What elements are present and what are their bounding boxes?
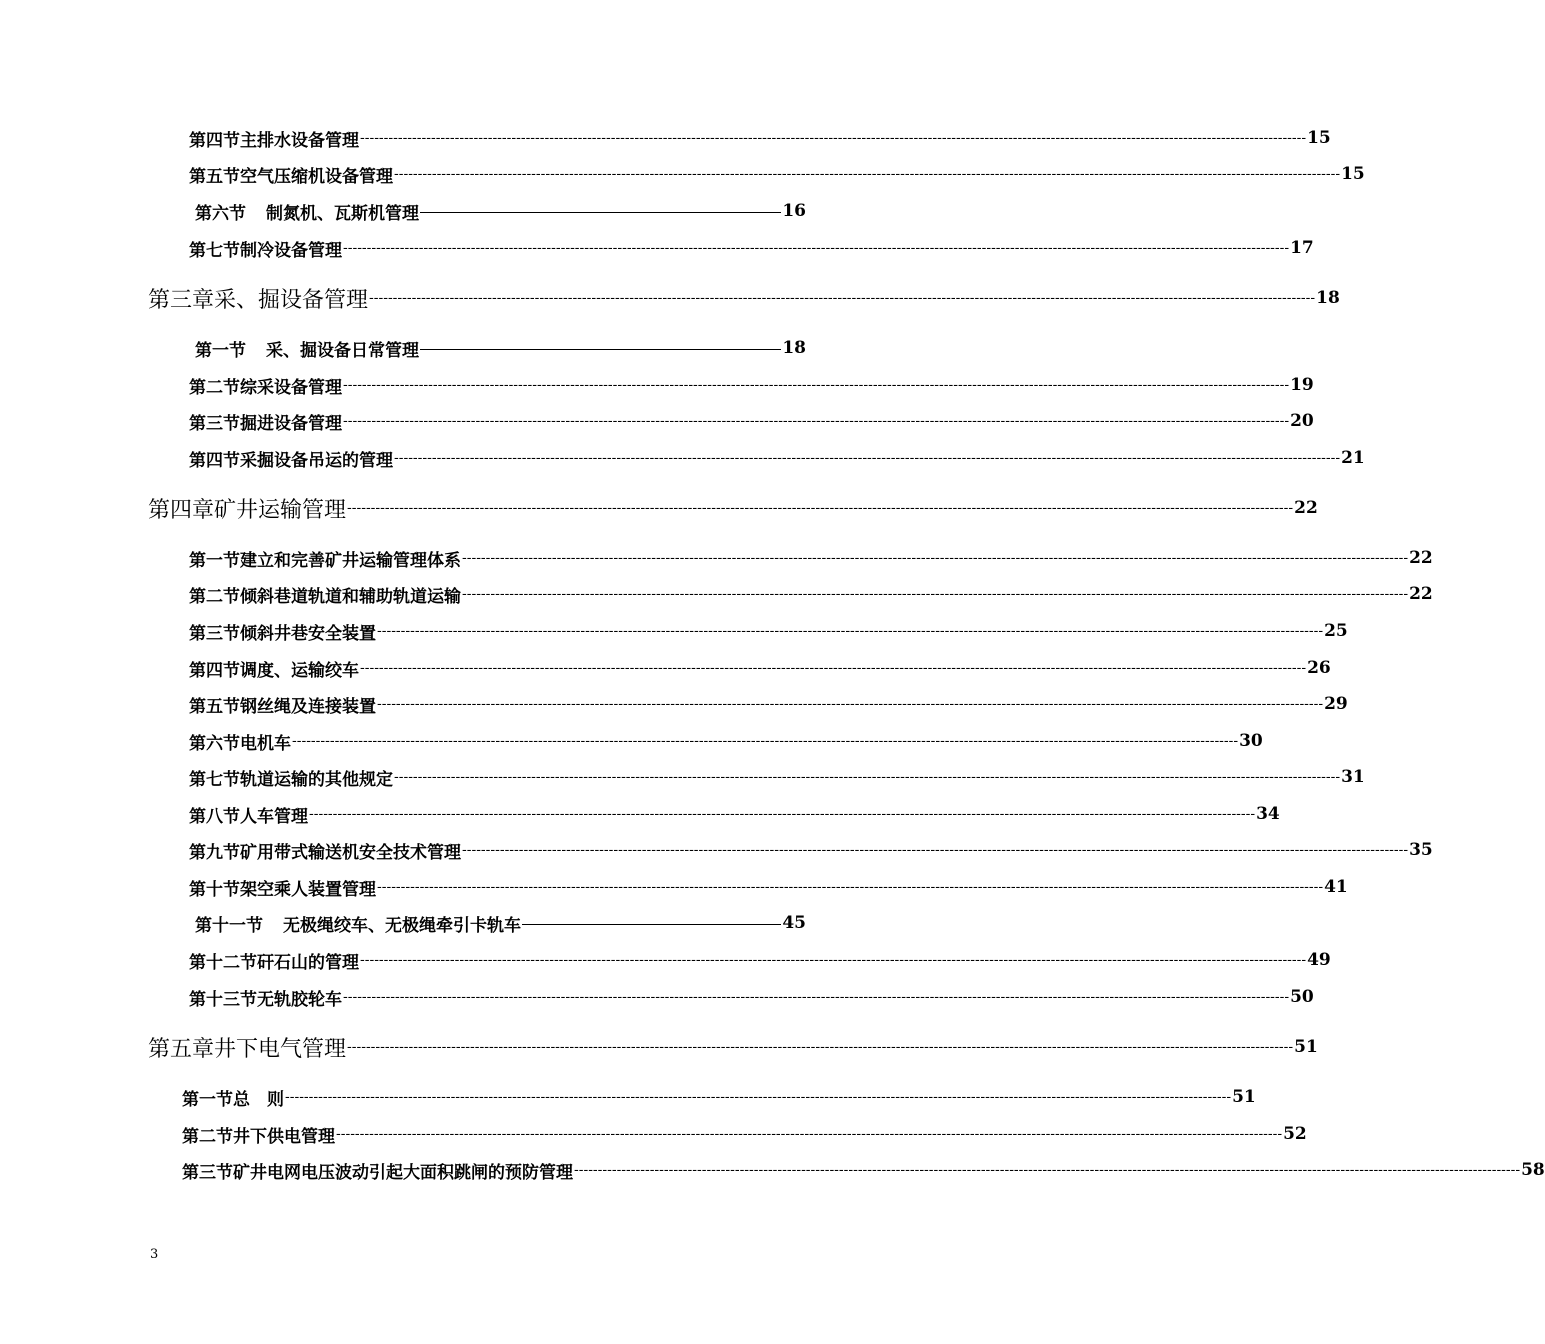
toc-entry-title: 井下电气管理 (214, 1036, 347, 1062)
toc-entry-title: 井下供电管理 (233, 1126, 335, 1147)
toc-leader: -------------------------------------------------------------------------------------------------------------------------------------------------------------------------------------------------------- (377, 879, 1324, 895)
toc-section-entry[interactable] (182, 1083, 1256, 1111)
toc-page-number: 18 (782, 338, 806, 358)
toc-leader (420, 349, 781, 350)
toc-section-entry[interactable] (182, 1120, 1307, 1148)
toc-leader: -------------------------------------------------------------------------------------------------------------------------------------------------------------------------------------------------------- (394, 769, 1341, 785)
toc-leader: -------------------------------------------------------------------------------------------------------------------------------------------------------------------------------------------------------- (462, 586, 1409, 602)
toc-leader: -------------------------------------------------------------------------------------------------------------------------------------------------------------------------------------------------------- (343, 413, 1290, 429)
toc-leader: -------------------------------------------------------------------------------------------------------------------------------------------------------------------------------------------------------- (343, 989, 1290, 1005)
toc-page-number: 20 (1290, 411, 1314, 431)
toc-entry-number: 第四节 (189, 660, 240, 681)
toc-leader: -------------------------------------------------------------------------------------------------------------------------------------------------------------------------------------------------------- (347, 1039, 1294, 1055)
toc-entry-number: 第八节 (189, 806, 240, 827)
toc-section-entry[interactable] (182, 1156, 1545, 1184)
toc-page-number: 18 (1316, 288, 1340, 308)
toc-page-number: 26 (1307, 658, 1331, 678)
toc-page-number: 34 (1256, 804, 1280, 824)
toc-page-number: 31 (1341, 767, 1365, 787)
toc-leader: -------------------------------------------------------------------------------------------------------------------------------------------------------------------------------------------------------- (360, 952, 1307, 968)
toc-entry-number: 第七节 (189, 240, 240, 261)
toc-entry-title: 矿井运输管理 (214, 497, 347, 523)
toc-entry-title: 综采设备管理 (240, 377, 342, 398)
toc-entry-title: 采掘设备吊运的管理 (240, 450, 393, 471)
page-number: 3 (150, 1247, 159, 1262)
toc-entry-number: 第一节 (189, 550, 240, 571)
toc-entry-title: 矸石山的管理 (257, 952, 359, 973)
toc-entry-title: 掘进设备管理 (240, 413, 342, 434)
toc-section-entry[interactable] (189, 983, 1314, 1011)
toc-leader: -------------------------------------------------------------------------------------------------------------------------------------------------------------------------------------------------------- (343, 240, 1290, 256)
toc-leader: -------------------------------------------------------------------------------------------------------------------------------------------------------------------------------------------------------- (360, 130, 1307, 146)
toc-section-entry[interactable] (189, 873, 1348, 901)
toc-page-number: 58 (1521, 1160, 1545, 1180)
toc-entry-title: 矿用带式输送机安全技术管理 (240, 842, 461, 863)
toc-page-number: 30 (1239, 731, 1263, 751)
toc-chapter-entry[interactable] (148, 491, 1318, 525)
toc-section-entry[interactable] (189, 800, 1280, 828)
toc-leader: -------------------------------------------------------------------------------------------------------------------------------------------------------------------------------------------------------- (394, 166, 1341, 182)
toc-entry-title: 空气压缩机设备管理 (240, 166, 393, 187)
toc-entry-number: 第一节 (195, 340, 246, 361)
toc-section-entry[interactable] (189, 371, 1314, 399)
toc-section-entry[interactable] (189, 727, 1263, 755)
toc-page-number: 22 (1294, 498, 1318, 518)
toc-section-entry[interactable] (189, 544, 1433, 572)
toc-entry-number: 第五节 (189, 696, 240, 717)
toc-leader (522, 924, 781, 925)
toc-page-number: 52 (1283, 1124, 1307, 1144)
toc-entry-number: 第二节 (189, 377, 240, 398)
toc-page-number: 35 (1409, 840, 1433, 860)
toc-entry-number: 第四章 (148, 497, 215, 523)
toc-section-entry[interactable] (189, 836, 1433, 864)
toc-leader: -------------------------------------------------------------------------------------------------------------------------------------------------------------------------------------------------------- (377, 623, 1324, 639)
toc-leader: -------------------------------------------------------------------------------------------------------------------------------------------------------------------------------------------------------- (369, 290, 1316, 306)
toc-chapter-entry[interactable] (148, 1030, 1318, 1064)
toc-entry-title: 总 则 (233, 1089, 284, 1110)
toc-entry-title: 矿井电网电压波动引起大面积跳闸的预防管理 (233, 1162, 573, 1183)
toc-entry-number: 第二节 (182, 1126, 233, 1147)
toc-entry-title: 轨道运输的其他规定 (240, 769, 393, 790)
toc-entry-title: 制氮机、瓦斯机管理 (266, 203, 419, 224)
toc-entry-title: 调度、运输绞车 (240, 660, 359, 681)
toc-leader: -------------------------------------------------------------------------------------------------------------------------------------------------------------------------------------------------------- (347, 500, 1294, 516)
toc-page-number: 16 (782, 201, 806, 221)
toc-section-entry[interactable] (189, 690, 1348, 718)
toc-leader: -------------------------------------------------------------------------------------------------------------------------------------------------------------------------------------------------------- (336, 1126, 1283, 1142)
toc-page-number: 25 (1324, 621, 1348, 641)
toc-entry-number: 第三节 (189, 413, 240, 434)
toc-entry-number: 第十节 (189, 879, 240, 900)
toc-entry-title: 人车管理 (240, 806, 308, 827)
toc-section-entry[interactable] (189, 580, 1433, 608)
toc-entry-title: 无极绳绞车、无极绳牵引卡轨车 (283, 915, 521, 936)
toc-leader: -------------------------------------------------------------------------------------------------------------------------------------------------------------------------------------------------------- (285, 1089, 1232, 1105)
toc-entry-number: 第三节 (182, 1162, 233, 1183)
toc-section-entry[interactable] (189, 124, 1331, 152)
toc-leader: -------------------------------------------------------------------------------------------------------------------------------------------------------------------------------------------------------- (574, 1162, 1521, 1178)
toc-leader: -------------------------------------------------------------------------------------------------------------------------------------------------------------------------------------------------------- (394, 450, 1341, 466)
toc-section-entry[interactable] (189, 946, 1331, 974)
toc-entry-number: 第六节 (189, 733, 240, 754)
toc-leader: -------------------------------------------------------------------------------------------------------------------------------------------------------------------------------------------------------- (343, 377, 1290, 393)
toc-entry-number: 第六节 (195, 203, 246, 224)
toc-section-entry[interactable] (195, 197, 806, 225)
toc-entry-title: 无轨胶轮车 (257, 989, 342, 1010)
toc-section-entry[interactable] (195, 334, 806, 362)
toc-entry-number: 第一节 (182, 1089, 233, 1110)
toc-entry-number: 第四节 (189, 130, 240, 151)
toc-entry-number: 第十二节 (189, 952, 257, 973)
toc-page-number: 41 (1324, 877, 1348, 897)
toc-entry-number: 第五章 (148, 1036, 215, 1062)
toc-entry-title: 电机车 (240, 733, 291, 754)
toc-section-entry[interactable] (189, 407, 1314, 435)
toc-entry-number: 第十三节 (189, 989, 257, 1010)
toc-leader: -------------------------------------------------------------------------------------------------------------------------------------------------------------------------------------------------------- (377, 696, 1324, 712)
toc-leader (420, 212, 781, 213)
toc-entry-number: 第三章 (148, 287, 215, 313)
toc-page-number: 17 (1290, 238, 1314, 258)
toc-entry-number: 第九节 (189, 842, 240, 863)
toc-entry-title: 倾斜巷道轨道和辅助轨道运输 (240, 586, 461, 607)
toc-page-number: 15 (1307, 128, 1331, 148)
toc-entry-title: 倾斜井巷安全装置 (240, 623, 376, 644)
toc-section-entry[interactable] (195, 909, 806, 937)
toc-page-number: 22 (1409, 548, 1433, 568)
toc-entry-title: 制冷设备管理 (240, 240, 342, 261)
toc-entry-number: 第三节 (189, 623, 240, 644)
toc-page-number: 29 (1324, 694, 1348, 714)
toc-page-number: 45 (782, 913, 806, 933)
toc-entry-title: 架空乘人装置管理 (240, 879, 376, 900)
toc-entry-number: 第四节 (189, 450, 240, 471)
toc-page-number: 49 (1307, 950, 1331, 970)
toc-chapter-entry[interactable] (148, 281, 1340, 315)
toc-section-entry[interactable] (189, 160, 1365, 188)
toc-page-number: 19 (1290, 375, 1314, 395)
toc-page-number: 51 (1232, 1087, 1256, 1107)
toc-leader: -------------------------------------------------------------------------------------------------------------------------------------------------------------------------------------------------------- (309, 806, 1256, 822)
toc-page-number: 22 (1409, 584, 1433, 604)
toc-page-number: 51 (1294, 1037, 1318, 1057)
toc-entry-title: 钢丝绳及连接装置 (240, 696, 376, 717)
toc-entry-number: 第五节 (189, 166, 240, 187)
toc-leader: -------------------------------------------------------------------------------------------------------------------------------------------------------------------------------------------------------- (462, 550, 1409, 566)
toc-page-number: 50 (1290, 987, 1314, 1007)
toc-entry-number: 第七节 (189, 769, 240, 790)
toc-section-entry[interactable] (189, 654, 1331, 682)
toc-leader: -------------------------------------------------------------------------------------------------------------------------------------------------------------------------------------------------------- (292, 733, 1239, 749)
toc-entry-title: 采、掘设备日常管理 (266, 340, 419, 361)
toc-entry-number: 第十一节 (195, 915, 263, 936)
toc-leader: -------------------------------------------------------------------------------------------------------------------------------------------------------------------------------------------------------- (462, 842, 1409, 858)
toc-leader: -------------------------------------------------------------------------------------------------------------------------------------------------------------------------------------------------------- (360, 660, 1307, 676)
toc-page-number: 15 (1341, 164, 1365, 184)
toc-page-number: 21 (1341, 448, 1365, 468)
toc-section-entry[interactable] (189, 617, 1348, 645)
toc-section-entry[interactable] (189, 444, 1365, 472)
toc-section-entry[interactable] (189, 763, 1365, 791)
toc-section-entry[interactable] (189, 234, 1314, 262)
toc-entry-number: 第二节 (189, 586, 240, 607)
toc-entry-title: 采、掘设备管理 (214, 287, 369, 313)
toc-entry-title: 建立和完善矿井运输管理体系 (240, 550, 461, 571)
toc-entry-title: 主排水设备管理 (240, 130, 359, 151)
